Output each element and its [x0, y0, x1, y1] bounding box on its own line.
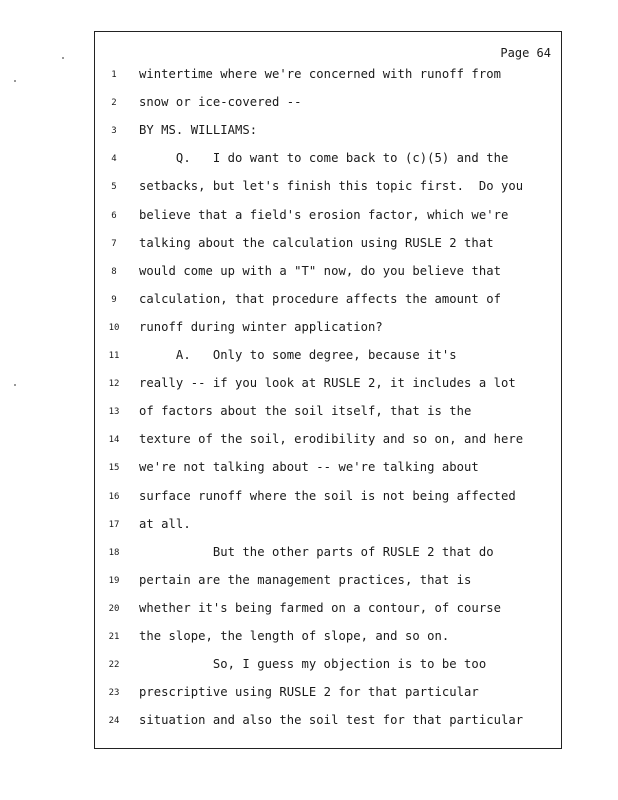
transcript-line	[95, 713, 563, 733]
transcript-line	[95, 489, 563, 509]
transcript-page-frame	[94, 31, 562, 749]
line-text: prescriptive using RUSLE 2 for that particular	[139, 685, 479, 700]
line-number: 19	[108, 575, 120, 586]
transcript-line	[95, 432, 563, 452]
line-number: 2	[111, 98, 117, 109]
transcript-line	[95, 151, 563, 171]
transcript-line	[95, 573, 563, 593]
line-text: setbacks, but let's finish this topic first. Do you	[139, 179, 524, 194]
line-number: 15	[108, 463, 120, 474]
transcript-line	[95, 545, 563, 565]
transcript-line	[95, 404, 563, 424]
transcript-line	[95, 123, 563, 143]
line-number: 13	[108, 407, 120, 418]
line-number: 7	[111, 238, 117, 249]
line-text: wintertime where we're concerned with runoff from	[139, 67, 501, 81]
transcript-line	[95, 517, 563, 537]
line-text: the slope, the length of slope, and so on.	[139, 629, 450, 643]
line-number: 16	[108, 491, 120, 502]
transcript-line	[95, 208, 563, 228]
transcript-line	[95, 460, 563, 480]
transcript-line	[95, 236, 563, 256]
line-number: 8	[111, 266, 117, 277]
line-number: 17	[108, 519, 120, 530]
line-number: 3	[111, 126, 117, 137]
line-number: 22	[108, 660, 120, 671]
line-number: 21	[108, 632, 120, 642]
line-number: 12	[108, 379, 120, 390]
line-number: 5	[111, 182, 117, 193]
line-number: 1	[111, 70, 117, 80]
transcript-line	[95, 292, 563, 312]
line-text: we're not talking about -- we're talking about	[139, 460, 479, 475]
transcript-line	[95, 685, 563, 705]
scan-speck	[14, 80, 16, 82]
line-text: whether it's being farmed on a contour, of course	[139, 600, 501, 615]
line-text: believe that a field's erosion factor, which we're	[139, 207, 509, 222]
line-number: 23	[108, 688, 120, 699]
transcript-line	[95, 657, 563, 677]
line-text: So, I guess my objection is to be too	[139, 657, 487, 672]
scan-speck	[14, 384, 16, 386]
line-number: 20	[108, 603, 120, 614]
scan-speck	[62, 57, 64, 59]
line-text: snow or ice-covered --	[139, 95, 302, 110]
line-number: 9	[111, 294, 117, 305]
line-number: 18	[108, 547, 120, 558]
line-number: 24	[108, 716, 120, 727]
line-text: would come up with a "T" now, do you believe that	[139, 263, 501, 278]
transcript-line	[95, 376, 563, 396]
line-number: 10	[108, 322, 120, 333]
transcript-line	[95, 601, 563, 621]
line-text: BY MS. WILLIAMS:	[139, 123, 258, 138]
line-text: surface runoff where the soil is not being affected	[139, 488, 516, 503]
line-text: pertain are the management practices, that is	[139, 572, 472, 587]
line-number: 4	[111, 154, 117, 165]
transcript-line	[95, 179, 563, 199]
page-number: Page 64	[500, 46, 551, 60]
line-text: talking about the calculation using RUSLE 2 that	[139, 235, 494, 250]
line-text: of factors about the soil itself, that is the	[139, 404, 472, 419]
transcript-line	[95, 95, 563, 115]
line-number: 14	[108, 435, 120, 446]
line-number: 6	[111, 210, 117, 221]
line-text: situation and also the soil test for that particular	[139, 713, 524, 728]
line-text: Q. I do want to come back to (c)(5) and the	[139, 151, 509, 166]
transcript-line	[95, 264, 563, 284]
line-text: at all.	[139, 516, 191, 531]
line-text: runoff during winter application?	[139, 319, 383, 334]
transcript-line	[95, 67, 563, 87]
line-text: But the other parts of RUSLE 2 that do	[139, 544, 494, 559]
transcript-line	[95, 629, 563, 649]
line-text: really -- if you look at RUSLE 2, it includes a lot	[139, 376, 516, 391]
line-number: 11	[108, 351, 120, 361]
transcript-line	[95, 348, 563, 368]
line-text: calculation, that procedure affects the amount of	[139, 291, 501, 306]
transcript-line	[95, 320, 563, 340]
line-text: texture of the soil, erodibility and so on, and here	[139, 432, 524, 447]
line-text: A. Only to some degree, because it's	[139, 348, 457, 362]
